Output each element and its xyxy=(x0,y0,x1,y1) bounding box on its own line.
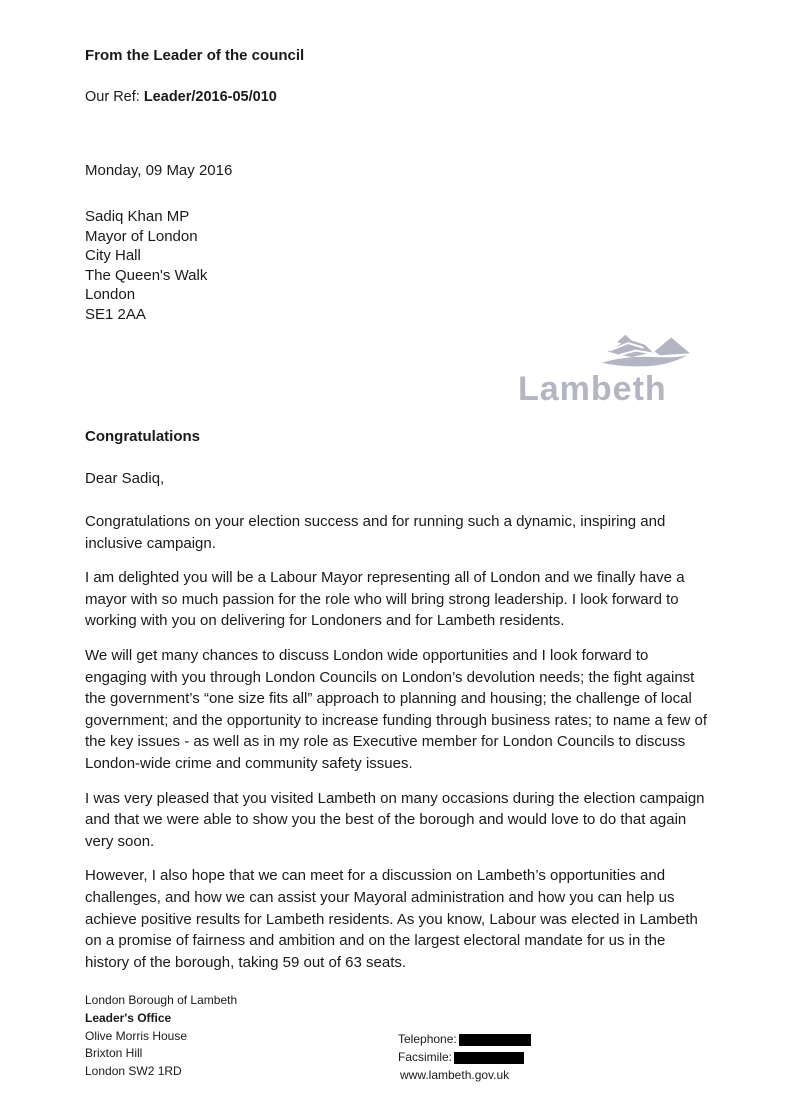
recipient-line: London xyxy=(85,286,136,303)
body-paragraph: I was very pleased that you visited Lambeth on many occasions during the election campaign and that we were able to show you the best of the borough and would love to do that again very soon. xyxy=(85,789,705,850)
facsimile-row xyxy=(398,1048,531,1066)
body-paragraph: We will get many chances to discuss London wide opportunities and I look forward to engaging with you through London Councils on London’s devolution needs; the fight against the government’s “one size fits all” approach to planning and housing; the challenge of local government; and the opportunity to increase funding through business rates; to name a few of the key issues - as well as in my role as Executive member for London Councils to discuss London-wide crime and community safety issues. xyxy=(85,646,708,772)
sender-address-line: London SW2 1RD xyxy=(85,1064,182,1079)
from-line: From the Leader of the council xyxy=(85,47,305,64)
sender-address-line: Brixton Hill xyxy=(85,1046,143,1061)
reference-value: Leader/2016-05/010 xyxy=(143,89,277,105)
subject-heading: Congratulations xyxy=(85,428,200,445)
recipient-line: The Queen's Walk xyxy=(85,266,208,284)
recipient-line: SE1 2AA xyxy=(85,305,146,323)
telephone-label: Telephone: xyxy=(398,1032,457,1046)
salutation: Dear Sadiq, xyxy=(85,470,165,487)
recipient-line: Mayor of London xyxy=(85,227,198,245)
reference-label: Our Ref: xyxy=(85,89,144,105)
body-paragraph: Congratulations on your election success and for running such a dynamic, inspiring and inclusive campaign. xyxy=(85,513,666,552)
recipient-line: Sadiq Khan MP xyxy=(85,208,190,225)
recipient-line: City Hall xyxy=(85,247,141,264)
recipient-address xyxy=(85,207,207,324)
contact-details xyxy=(398,1030,531,1084)
facsimile-label: Facsimile: xyxy=(398,1050,453,1064)
facsimile-redaction-bar xyxy=(454,1052,524,1064)
lambeth-swoosh-icon xyxy=(598,330,696,372)
telephone-redaction-bar xyxy=(459,1034,531,1046)
letter-body xyxy=(85,511,713,986)
website-text: www.lambeth.gov.uk xyxy=(400,1068,510,1082)
sender-office: Leader's Office xyxy=(85,1010,172,1025)
date-line: Monday, 09 May 2016 xyxy=(85,162,233,179)
body-paragraph: I am delighted you will be a Labour Mayor representing all of London and we finally have a mayor with so much passion for the role who will bring strong leadership. I look forward to working with you on delivering for Londoners and for Lambeth residents. xyxy=(85,569,685,630)
body-paragraph: However, I also hope that we can meet for a discussion on Lambeth’s opportunities and challenges, and how we can assist your Mayoral administration and how you can help us achieve positive results for Lambeth residents. As you know, Labour was elected in Lambeth on a promise of fairness and ambition and on the largest electoral mandate for us in the history of the borough, taking 59 out of 63 seats. xyxy=(85,867,698,971)
lambeth-logo xyxy=(518,330,698,406)
lambeth-wordmark: Lambeth xyxy=(518,370,667,408)
sender-address xyxy=(85,992,237,1081)
telephone-row xyxy=(398,1030,531,1048)
reference-line xyxy=(85,89,277,105)
sender-org: London Borough of Lambeth xyxy=(85,993,238,1007)
sender-address-line: Olive Morris House xyxy=(85,1028,188,1043)
